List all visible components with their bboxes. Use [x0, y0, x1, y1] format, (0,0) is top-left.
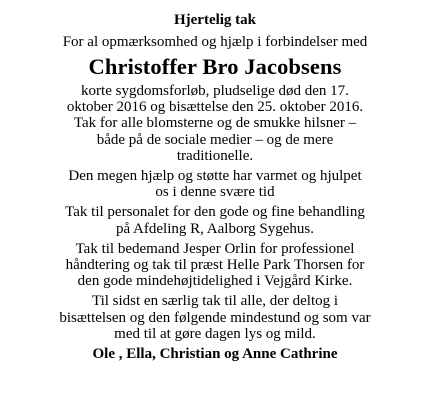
- text-line: korte sygdomsforløb, pludselige død den 17.: [81, 83, 349, 99]
- text-line: på Afdeling R, Aalborg Sygehus.: [115, 220, 315, 237]
- text-line: Den megen hjælp og støtte har varmet og hjulpet: [68, 168, 362, 185]
- text-line: håndtering og tak til præst Helle Park Thorsen for: [65, 257, 365, 274]
- notice-intro: For al opmærksomhed og hjælp i forbindelser med: [62, 34, 368, 50]
- text-line: både på de sociale medier – og de mere: [96, 131, 334, 148]
- paragraph-final-thanks: [10, 293, 420, 342]
- text-line: med til at gøre dagen lys og mild.: [114, 325, 316, 342]
- paragraph-circumstances: [10, 83, 420, 164]
- paragraph-funeral-thanks: [10, 241, 420, 290]
- text-line: Tak til personalet for den gode og fine behandling: [65, 204, 365, 221]
- text-line: Tak for alle blomsterne og de smukke hilsner –: [73, 115, 357, 132]
- text-line: den gode mindehøjtidelighed i Vejgård Kirke.: [77, 273, 353, 290]
- text-line: Tak til bedemand Jesper Orlin for professionel: [75, 240, 355, 257]
- notice-signature: Ole , Ella, Christian og Anne Cathrine: [92, 346, 338, 363]
- deceased-name: Christoffer Bro Jacobsens: [88, 54, 342, 79]
- text-line: os i denne svære tid: [155, 184, 275, 201]
- text-line: oktober 2016 og bisættelse den 25. oktober 2016.: [66, 99, 364, 116]
- notice-heading: Hjertelig tak: [173, 12, 257, 28]
- paragraph-support: [10, 168, 420, 200]
- text-line: Til sidst en særlig tak til alle, der deltog i: [91, 293, 339, 310]
- paragraph-hospital-thanks: [10, 204, 420, 236]
- text-line: bisættelsen og den følgende mindestund og som var: [59, 309, 371, 326]
- text-line: traditionelle.: [176, 147, 254, 164]
